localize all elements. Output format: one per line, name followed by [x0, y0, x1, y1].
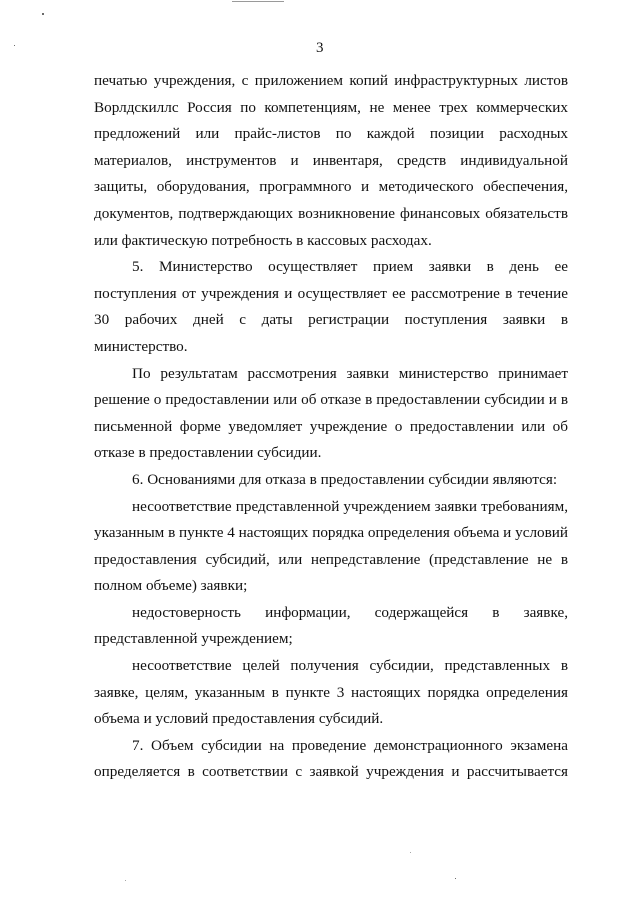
text-line: полном объеме) заявки;	[94, 577, 248, 595]
text-line: По результатам рассмотрения заявки министерство принимает	[132, 364, 568, 382]
page-number: 3	[316, 40, 324, 56]
text-line: 6. Основаниями для отказа в предоставлении субсидии являются:	[132, 470, 558, 488]
text-line: материалов, инструментов и инвентаря, средств индивидуальной	[94, 151, 568, 169]
scan-speck	[125, 880, 126, 881]
text-line: письменной форме уведомляет учреждение о предоставлении или об	[94, 417, 568, 435]
text-line: несоответствие целей получения субсидии, представленных в	[132, 657, 568, 675]
text-line: предложений или прайс-листов по каждой позиции расходных	[94, 125, 568, 143]
paragraph	[94, 733, 568, 786]
paragraph	[94, 467, 568, 494]
paragraph	[94, 600, 568, 653]
paragraph	[94, 653, 568, 733]
body-text	[94, 68, 568, 786]
text-line: определяется в соответствии с заявкой учреждения и рассчитывается	[94, 763, 568, 781]
text-line: Ворлдскиллс Россия по компетенциям, не менее трех коммерческих	[94, 98, 568, 116]
text-line: заявке, целям, указанным в пункте 3 настоящих порядка определения	[94, 683, 568, 701]
text-line: министерство.	[94, 337, 188, 355]
paragraph	[94, 68, 568, 254]
paragraph	[94, 494, 568, 600]
text-line: 5. Министерство осуществляет прием заявки в день ее	[132, 258, 568, 276]
text-line: отказе в предоставлении субсидии.	[94, 444, 322, 462]
paragraph	[94, 254, 568, 360]
text-line: недостоверность информации, содержащейся в заявке,	[132, 603, 568, 621]
text-line: несоответствие представленной учреждением заявки требованиям,	[132, 497, 568, 515]
text-line: документов, подтверждающих возникновение финансовых обязательств	[94, 204, 568, 222]
text-line: защиты, оборудования, программного и методического обеспечения,	[94, 178, 568, 196]
text-line: указанным в пункте 4 настоящих порядка определения объема и условий	[94, 524, 569, 542]
text-line: предоставления субсидий, или непредставление (представление не в	[94, 550, 568, 568]
text-line: печатью учреждения, с приложением копий инфраструктурных листов	[94, 72, 568, 89]
scan-speck	[455, 878, 456, 879]
text-line: представленной учреждением;	[94, 630, 293, 648]
scan-speck	[42, 13, 44, 15]
text-line: 7. Объем субсидии на проведение демонстрационного экзамена	[132, 736, 568, 754]
text-line: решение о предоставлении или об отказе в предоставлении субсидии и в	[94, 391, 568, 409]
text-line: поступления от учреждения и осуществляет ее рассмотрение в течение	[94, 284, 568, 302]
scan-speck	[410, 852, 411, 853]
paragraph	[94, 361, 568, 467]
scan-artifact-line	[232, 1, 284, 2]
text-line: или фактическую потребность в кассовых расходах.	[94, 231, 432, 249]
text-line: 30 рабочих дней с даты регистрации поступления заявки в	[94, 311, 568, 329]
text-line: объема и условий предоставления субсидий.	[94, 710, 384, 728]
